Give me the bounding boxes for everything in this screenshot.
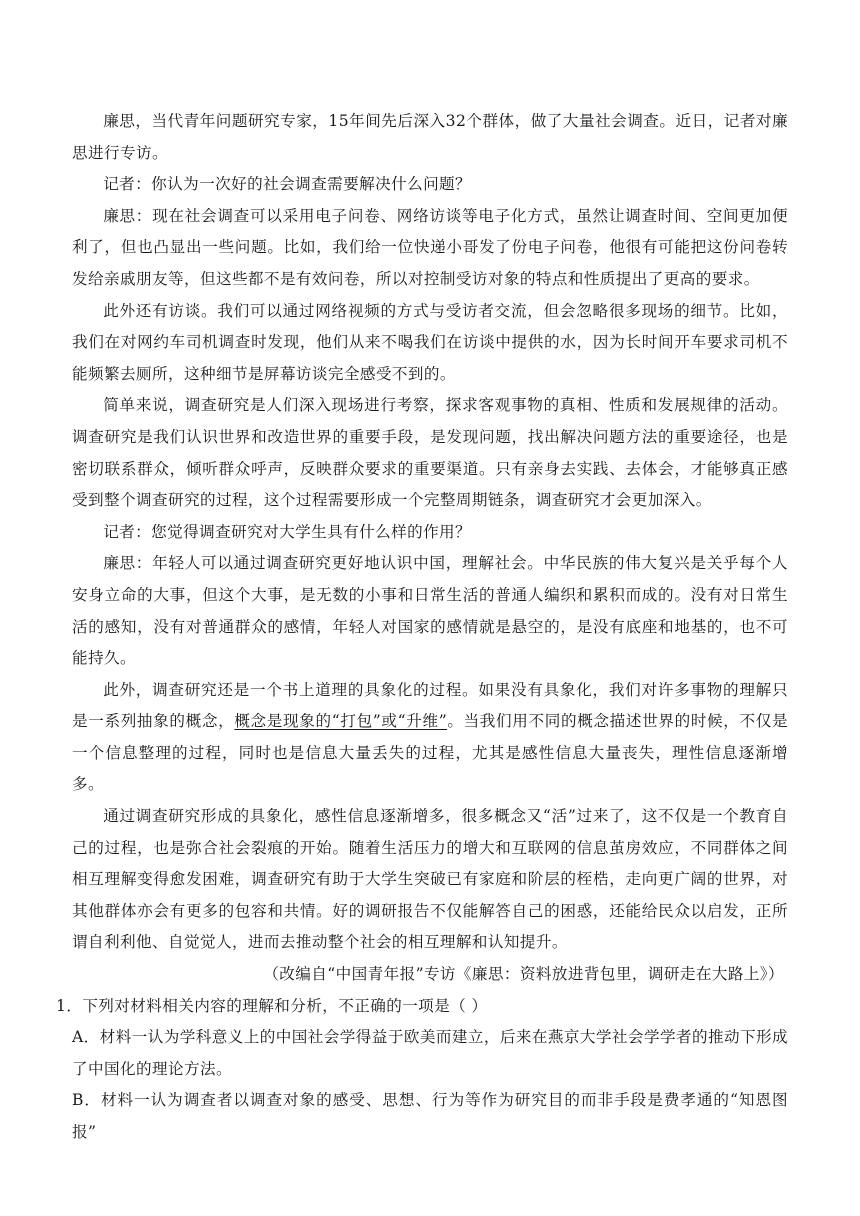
text-before-underline: 此外，调查研究还是一个书上道理的具象化的过程。如果没有具象化，我们对许多事物的理解只是一系列抽象的概念，	[72, 680, 788, 731]
paragraph-conclusion: 通过调查研究形成的具象化，感性信息逐渐增多，很多概念又“活”过来了，这不仅是一个教育自己的过程，也是弥合社会裂痕的开始。随着生活压力的增大和互联网的信息茧房效应，不同群体之间相互理解变得愈发困难，调查研究有助于大学生突破已有家庭和阶层的桎梏，走向更广阔的世界，对其他群体亦会有更多的包容和共情。好的调研报告不仅能解答自己的困惑，还能给民众以启发，正所谓自利利他、自觉觉人，进而去推动整个社会的相互理解和认知提升。	[72, 807, 788, 952]
paragraph-concretization	[72, 675, 788, 801]
option-b: B．材料一认为调查者以调查对象的感受、思想、行为等作为研究目的而非手段是费孝通的“知恩图报”	[72, 1091, 788, 1141]
paragraph-intro: 廉思，当代青年问题研究专家，15年间先后深入32个群体，做了大量社会调查。近日，记者对廉思进行专访。	[72, 112, 788, 162]
paragraph-question-2: 记者：您觉得调查研究对大学生具有什么样的作用？	[103, 522, 472, 541]
option-a: A．材料一认为学科意义上的中国社会学得益于欧美而建立，后来在燕京大学社会学学者的推动下形成了中国化的理论方法。	[72, 1028, 788, 1078]
underlined-phrase: 概念是现象的“打包”或“升维”	[234, 712, 448, 731]
paragraph-interview: 此外还有访谈。我们可以通过网络视频的方式与受访者交流，但会忽略很多现场的细节。比如，我们在对网约车司机调查时发现，他们从来不喝我们在访谈中提供的水，因为长时间开车要求司机不能频繁去厕所，这种细节是屏幕访谈完全感受不到的。	[72, 301, 788, 383]
paragraph-question-1: 记者：你认为一次好的社会调查需要解决什么问题？	[103, 175, 472, 194]
paragraph-answer-2: 廉思：年轻人可以通过调查研究更好地认识中国，理解社会。中华民族的伟大复兴是关乎每个人安身立命的大事，但这个大事，是无数的小事和日常生活的普通人编织和累积而成的。没有对日常生活的感知，没有对普通群众的感情，年轻人对国家的感情就是悬空的，是没有底座和地基的，也不可能持久。	[72, 554, 788, 668]
text-after-underline: 。当我们用不同的概念描述世界的时候，不仅是一个信息整理的过程，同时也是信息大量丢失的过程，尤其是感性信息大量丧失，理性信息逐渐增多。	[72, 712, 788, 794]
question-1: 1．下列对材料相关内容的理解和分析，不正确的一项是（ ）	[56, 996, 488, 1015]
source-citation: （改编自“中国青年报”专访《廉思：资料放进背包里，调研走在大路上》）	[263, 965, 784, 984]
paragraph-answer-1: 廉思：现在社会调查可以采用电子问卷、网络访谈等电子化方式，虽然让调查时间、空间更加便利了，但也凸显出一些问题。比如，我们给一位快递小哥发了份电子问卷，他很有可能把这份问卷转发给亲戚朋友等，但这些都不是有效问卷，所以对控制受访对象的特点和性质提出了更高的要求。	[72, 206, 788, 288]
paragraph-summary: 简单来说，调查研究是人们深入现场进行考察，探求客观事物的真相、性质和发展规律的活动。调查研究是我们认识世界和改造世界的重要手段，是发现问题，找出解决问题方法的重要途径，也是密切联系群众，倾听群众呼声，反映群众要求的重要渠道。只有亲身去实践、去体会，才能够真正感受到整个调查研究的过程，这个过程需要形成一个完整周期链条，调查研究才会更加深入。	[72, 396, 788, 510]
